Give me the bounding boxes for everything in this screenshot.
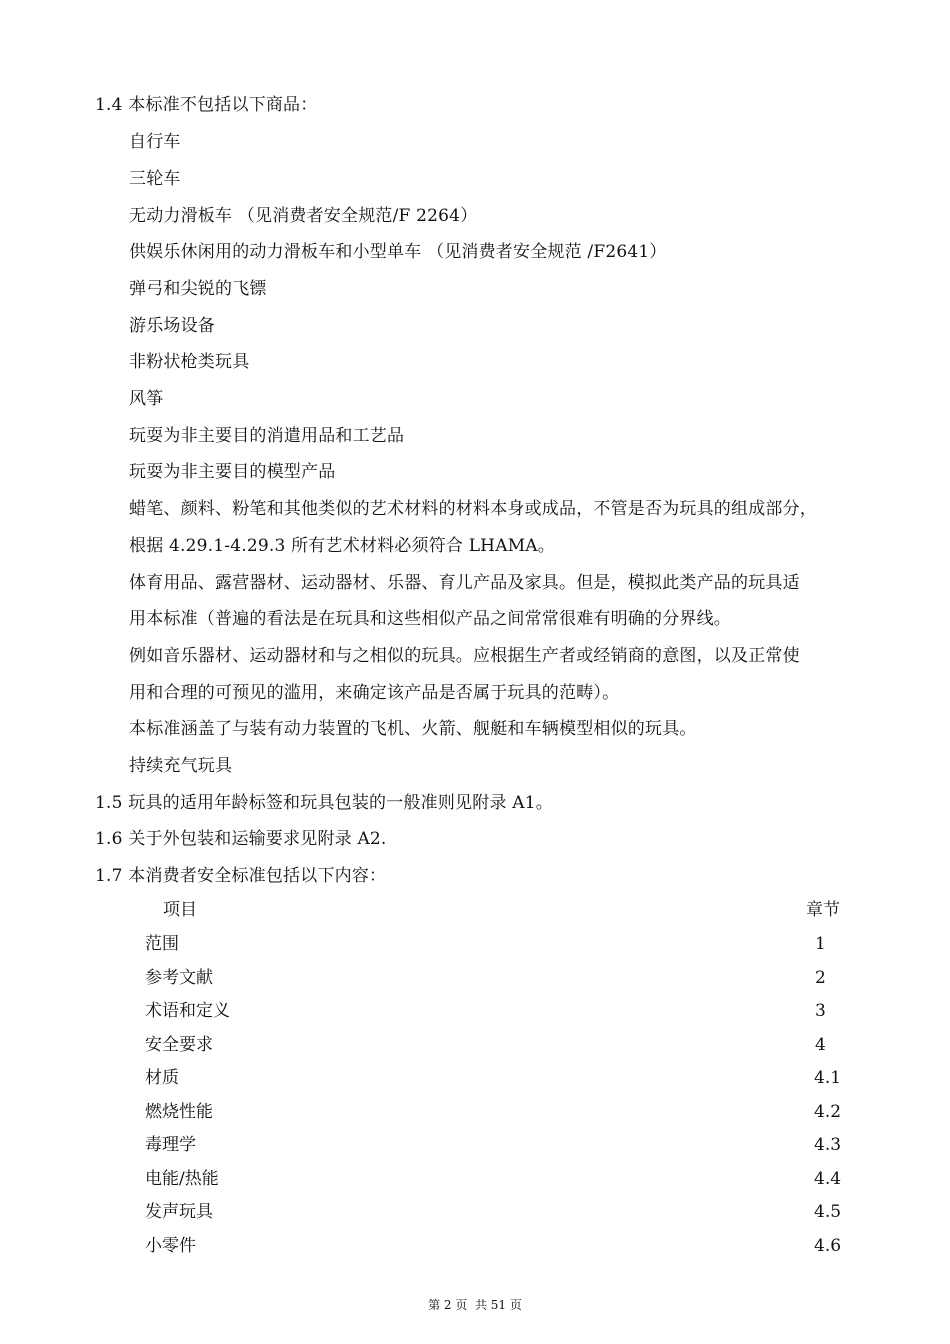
list-item: 持续充气玩具 [129,756,233,776]
table-cell-section: 1 [815,934,826,954]
table-cell-section: 4.5 [814,1202,842,1222]
table-cell-section: 4.3 [814,1135,842,1155]
table-cell-item: 电能/热能 [145,1169,219,1189]
page-footer: 第 2 页 共 51 页 [428,1298,522,1312]
list-item: 蜡笔、颜料、粉笔和其他类似的艺术材料的材料本身或成品，不管是否为玩具的组成部分， [129,499,817,519]
table-cell-item: 安全要求 [145,1035,213,1055]
table-cell-item: 毒理学 [145,1135,196,1155]
list-item: 风筝 [129,389,164,409]
table-cell-section: 4.6 [814,1236,842,1256]
section-1-6: 1.6 关于外包装和运输要求见附录 A2. [95,829,387,849]
table-header-item: 项目 [163,900,197,920]
table-cell-section: 2 [815,968,826,988]
section-1-7-heading: 1.7 本消费者安全标准包括以下内容： [95,866,387,886]
list-item: 体育用品、露营器材、运动器材、乐器、育儿产品及家具。但是，模拟此类产品的玩具适 [129,573,800,593]
list-item: 本标准涵盖了与装有动力装置的飞机、火箭、舰艇和车辆模型相似的玩具。 [129,719,697,739]
table-cell-item: 术语和定义 [145,1001,230,1021]
section-1-4-heading: 1.4 本标准不包括以下商品： [95,95,318,115]
list-item: 用和合理的可预见的滥用，来确定该产品是否属于玩具的范畴）。 [129,683,620,703]
list-item: 玩耍为非主要目的消遣用品和工艺品 [129,426,405,446]
table-cell-item: 燃烧性能 [145,1102,213,1122]
table-cell-section: 4 [815,1035,826,1055]
table-cell-item: 材质 [145,1068,179,1088]
table-cell-item: 范围 [145,934,179,954]
table-header-section: 章节 [806,900,840,920]
list-item: 用本标准（普遍的看法是在玩具和这些相似产品之间常常很难有明确的分界线。 [129,609,731,629]
list-item: 供娱乐休闲用的动力滑板车和小型单车 （见消费者安全规范 /F2641） [129,242,667,262]
table-cell-section: 4.1 [814,1068,842,1088]
list-item: 例如音乐器材、运动器材和与之相似的玩具。应根据生产者或经销商的意图，以及正常使 [129,646,800,666]
table-cell-section: 4.4 [814,1169,842,1189]
table-cell-section: 3 [815,1001,826,1021]
table-cell-item: 发声玩具 [145,1202,213,1222]
table-cell-item: 小零件 [145,1236,196,1256]
list-item: 三轮车 [129,169,181,189]
list-item: 根据 4.29.1-4.29.3 所有艺术材料必须符合 LHAMA。 [129,536,555,556]
list-item: 无动力滑板车 （见消费者安全规范/F 2264） [129,206,478,226]
table-cell-item: 参考文献 [145,968,213,988]
list-item: 玩耍为非主要目的模型产品 [129,462,336,482]
list-item: 自行车 [129,132,181,152]
table-cell-section: 4.2 [814,1102,842,1122]
list-item: 非粉状枪类玩具 [129,352,250,372]
list-item: 弹弓和尖锐的飞镖 [129,279,267,299]
section-1-5: 1.5 玩具的适用年龄标签和玩具包装的一般准则见附录 A1。 [95,793,553,813]
list-item: 游乐场设备 [129,316,215,336]
